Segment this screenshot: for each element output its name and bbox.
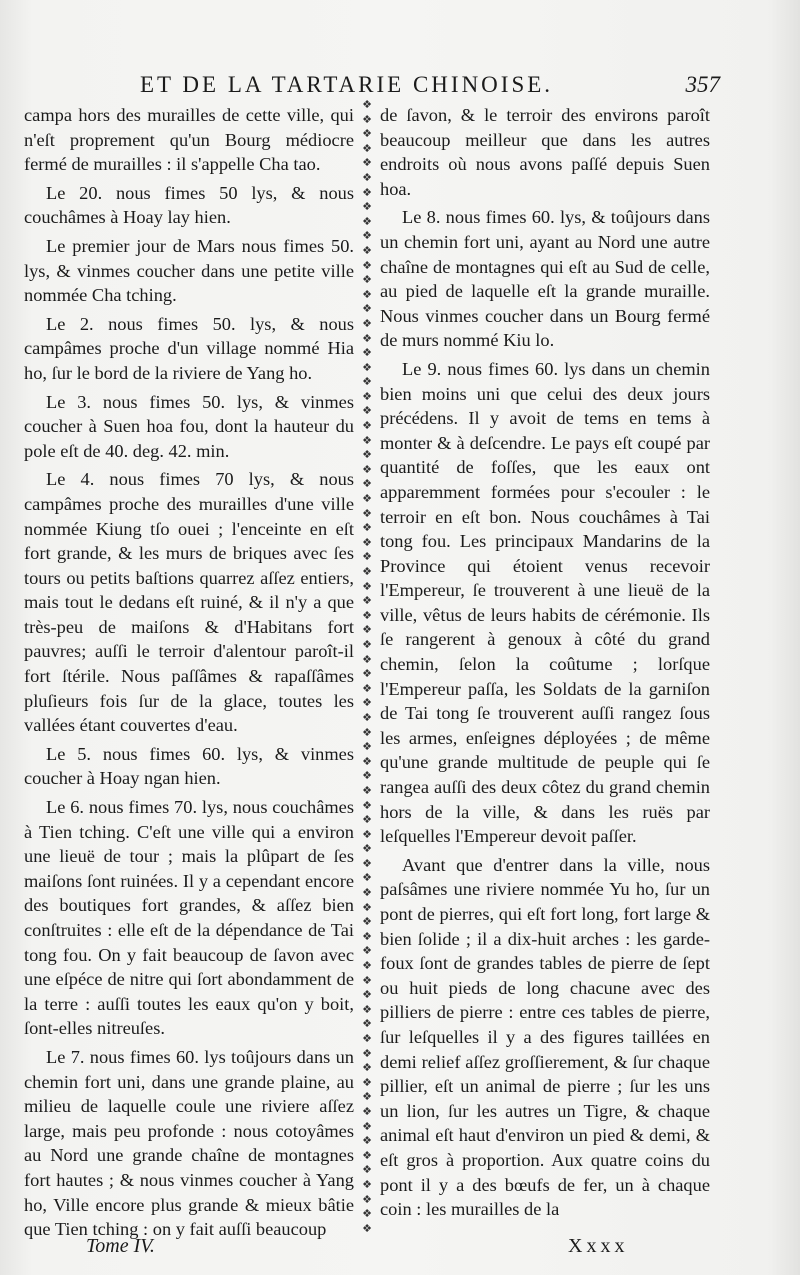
ornament-glyph: ❖	[362, 565, 372, 578]
ornament-glyph: ❖	[362, 667, 372, 681]
ornament-glyph: ❖	[362, 944, 372, 958]
paragraph: campa hors des murailles de cette ville, qui n'eſt proprement qu'un Bourg médiocre fermé de murailles : il s'appelle Cha tao.	[24, 105, 354, 175]
ornament-glyph: ❖	[362, 1119, 372, 1133]
paragraph: Le 6. nous fimes 70. lys, nous couchâmes à Tien tching. C'eſt une ville qui a environ une lieuë de tour ; mais la plûpart de ſes maiſons ſont ruinées. Il y a cependant encore des boutiques fort grandes, & aſſez bien conſtruites : elle eſt de la dépendance de Tai tong fou. On y fait beaucoup de ſavon avec une eſpéce de nitre qui ſort abondamment de la terre : auſſi toutes les eaux qu'on y boit, ſont-elles nitreuſes.	[24, 797, 354, 1039]
ornament-glyph: ❖	[362, 360, 372, 374]
paragraph: Le 3. nous fimes 50. lys, & vinmes coucher à Suen hoa fou, dont la hauteur du pole eſt de 40. deg. 42. min.	[24, 391, 354, 461]
ornament-glyph: ❖	[362, 973, 372, 987]
ornament-glyph: ❖	[362, 156, 372, 170]
ornament-glyph: ❖	[362, 185, 372, 199]
paragraph: Le 20. nous fimes 50 lys, & nous couchâmes à Hoay lay hien.	[24, 182, 354, 228]
ornament-glyph: ❖	[362, 404, 372, 418]
ornament-glyph: ❖	[362, 375, 372, 389]
ornament-glyph: ❖	[362, 200, 372, 214]
ornament-glyph: ❖	[362, 1104, 372, 1118]
ornament-glyph: ❖	[362, 287, 372, 301]
ornament-glyph: ❖	[362, 929, 372, 943]
ornament-glyph: ❖	[362, 769, 372, 783]
ornament-glyph: ❖	[362, 477, 372, 491]
ornament-glyph: ❖	[362, 127, 372, 141]
ornament-glyph: ❖	[362, 214, 372, 228]
ornament-glyph: ❖	[362, 521, 372, 535]
ornament-glyph: ❖	[362, 243, 372, 257]
ornament-glyph: ❖	[362, 579, 372, 593]
ornament-glyph: ❖	[362, 346, 372, 360]
ornament-glyph: ❖	[362, 886, 372, 900]
ornament-glyph: ❖	[362, 141, 372, 155]
ornament-glyph: ❖	[362, 1002, 372, 1016]
ornamental-column-divider	[360, 98, 374, 1235]
ornament-glyph: ❖	[362, 229, 372, 243]
ornament-glyph: ❖	[362, 98, 372, 111]
ornament-glyph: ❖	[362, 1177, 372, 1191]
paragraph: Avant que d'entrer dans la ville, nous paſsâmes une riviere nommée Yu ho, ſur un pont de pierres, qui eſt fort long, fort large & bien ſolide ; il a dix-huit arches : les garde-foux ſont de grandes tables de pierre de ſept ou huit pieds de long chacune avec des pilliers de pierre : entre ces tables de pierre, ſur leſquelles il y a des figures taillées en demi relief aſſez groſſierement, & ſur chaque pillier, eſt un animal de pierre ; ſur les uns un lion, ſur les autres un Tigre, & chaque animal eſt haut d'environ un pied & demi, & eſt gros à proportion. Aux quatre coins du pont il y a des bœufs de fer, un à chaque coin : les murailles de la	[380, 854, 710, 1220]
ornament-glyph: ❖	[362, 535, 372, 549]
paragraph: Le 2. nous fimes 50. lys, & nous campâmes proche d'un village nommé Hia ho, ſur le bord de la riviere de Yang ho.	[24, 313, 354, 383]
ornament-glyph: ❖	[362, 988, 372, 1002]
right-column	[380, 103, 710, 1226]
left-column	[24, 103, 354, 1246]
ornament-glyph: ❖	[362, 1207, 372, 1221]
ornament-glyph: ❖	[362, 258, 372, 272]
ornament-glyph: ❖	[362, 112, 372, 126]
ornament-glyph: ❖	[362, 1221, 372, 1235]
ornament-glyph: ❖	[362, 419, 372, 433]
ornament-glyph: ❖	[362, 1032, 372, 1045]
paragraph: Le 8. nous fimes 60. lys, & toûjours dans un chemin fort uni, ayant au Nord une autre chaîne de montagnes qui eſt au Sud de celle, au pied de laquelle eſt la grande muraille. Nous vinmes coucher dans un Bourg fermé de murs nommé Kiu lo.	[380, 207, 710, 351]
ornament-glyph: ❖	[362, 1046, 372, 1060]
ornament-glyph: ❖	[362, 1061, 372, 1075]
paragraph: Le 4. nous fimes 70 lys, & nous campâmes proche des murailles d'une ville nommée Kiung tſo ouei ; l'enceinte en eſt fort grande, & les murs de briques avec ſes tours ou petits baſtions quarrez aſſez entiers, mais tout le dedans eſt ruiné, & il n'y a que très-peu de maiſons & d'Habitans fort pauvres; auſſi le terroir d'alentour paroît-il fort ſtérile. Nous paſſâmes & rapaſſâmes pluſieurs fois ſur de la glace, toutes les vallées étant couvertes d'eau.	[24, 469, 354, 736]
ornament-glyph: ❖	[362, 550, 372, 564]
ornament-glyph: ❖	[362, 302, 372, 316]
ornament-glyph: ❖	[362, 462, 372, 476]
ornament-glyph: ❖	[362, 856, 372, 870]
paragraph: Le 5. nous fimes 60. lys, & vinmes coucher à Hoay ngan hien.	[24, 743, 354, 789]
ornament-glyph: ❖	[362, 681, 372, 695]
ornament-glyph: ❖	[362, 783, 372, 797]
ornament-glyph: ❖	[362, 959, 372, 973]
volume-signature: Tome IV.	[86, 1235, 155, 1257]
ornament-glyph: ❖	[362, 798, 372, 812]
page-number: 357	[685, 72, 720, 97]
signature-mark: Xxxx	[568, 1235, 629, 1257]
paragraph: Le premier jour de Mars nous fimes 50. lys, & vinmes coucher dans une petite ville nommée Cha tching.	[24, 235, 354, 306]
ornament-glyph: ❖	[362, 710, 372, 724]
ornament-glyph: ❖	[362, 608, 372, 622]
ornament-glyph: ❖	[362, 316, 372, 330]
ornament-glyph: ❖	[362, 273, 372, 287]
ornament-glyph: ❖	[362, 1134, 372, 1148]
ornament-glyph: ❖	[362, 871, 372, 885]
ornament-glyph: ❖	[362, 813, 372, 827]
ornament-glyph: ❖	[362, 623, 372, 637]
ornament-glyph: ❖	[362, 1148, 372, 1162]
paragraph: Le 9. nous fimes 60. lys dans un chemin bien moins uni que celui des deux jours précédens. Il y avoit de tems en tems à monter & à deſcendre. Le pays eſt coupé par quantité de foſſes, que les eaux ont apparemment formées pour s'ecouler : le terroir en eſt bon. Nous couchâmes à Tai tong fou. Les principaux Mandarins de la Province qui étoient venus recevoir l'Empereur, ſe trouverent à une lieuë de la ville, vêtus de leurs habits de cérémonie. Ils ſe rangerent à genoux à côté du grand chemin, ſelon la coûtume ; lorſque l'Empereur paſſa, les Soldats de la garniſon de Tai tong ſe trouverent auſſi rangez ſous les armes, enſeignes déployées ; de même qu'une grande multitude de peuple qui ſe rangea auſſi des deux côtez du grand chemin hors de la ville, & dans les ruës par leſquelles l'Empereur devoit paſſer.	[380, 358, 710, 847]
ornament-glyph: ❖	[362, 1090, 372, 1104]
ornament-glyph: ❖	[362, 433, 372, 447]
ornament-glyph: ❖	[362, 1192, 372, 1206]
ornament-glyph: ❖	[362, 1017, 372, 1031]
ornament-glyph: ❖	[362, 170, 372, 184]
ornament-glyph: ❖	[362, 900, 372, 914]
ornament-glyph: ❖	[362, 842, 372, 856]
ornament-glyph: ❖	[362, 331, 372, 345]
ornament-glyph: ❖	[362, 725, 372, 739]
ornament-glyph: ❖	[362, 696, 372, 710]
page-header	[140, 72, 720, 98]
ornament-glyph: ❖	[362, 389, 372, 403]
ornament-glyph: ❖	[362, 506, 372, 520]
ornament-glyph: ❖	[362, 1163, 372, 1177]
paragraph: Le 7. nous fimes 60. lys toûjours dans un chemin fort uni, dans une grande plaine, au milieu de laquelle coule une riviere aſſez large, mais peu profonde : nous cotoyâmes au Nord une grande chaîne de montagnes fort hautes ; & nous vinmes coucher à Yang ho, Ville encore plus grande & mieux bâtie que Tien tching : on y fait auſſi beaucoup	[24, 1046, 354, 1240]
ornament-glyph: ❖	[362, 1075, 372, 1089]
ornament-glyph: ❖	[362, 915, 372, 929]
ornament-glyph: ❖	[362, 652, 372, 666]
paragraph: de ſavon, & le terroir des environs paroît beaucoup meilleur que dans les autres endroits où nous avons paſſé depuis Suen hoa.	[380, 105, 710, 199]
running-title: ET DE LA TARTARIE CHINOISE.	[140, 72, 554, 97]
ornament-glyph: ❖	[362, 448, 372, 462]
ornament-glyph: ❖	[362, 740, 372, 754]
ornament-glyph: ❖	[362, 594, 372, 608]
ornament-glyph: ❖	[362, 754, 372, 768]
ornament-glyph: ❖	[362, 637, 372, 651]
ornament-glyph: ❖	[362, 492, 372, 506]
ornament-glyph: ❖	[362, 827, 372, 841]
